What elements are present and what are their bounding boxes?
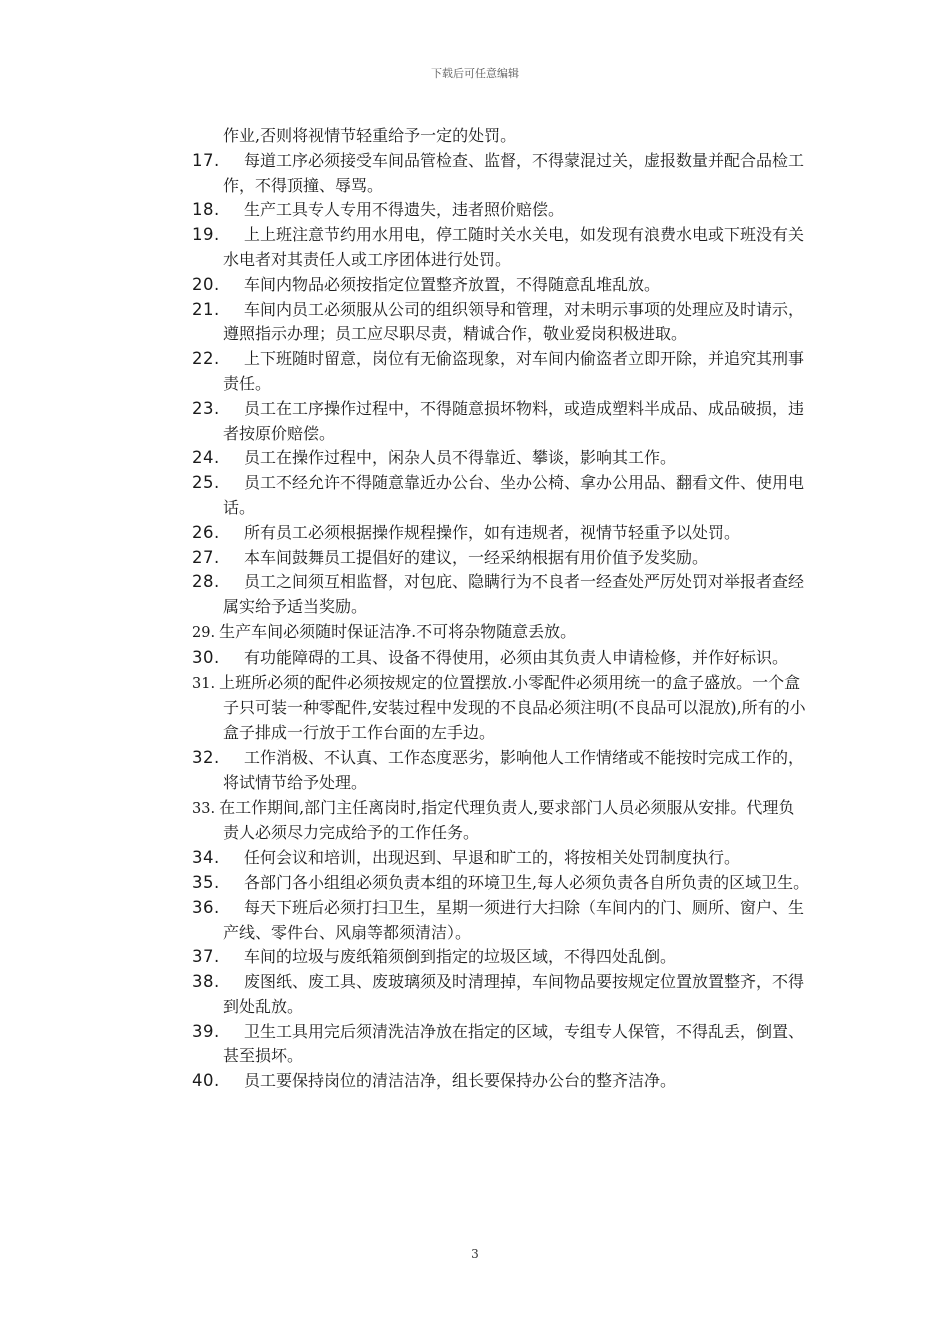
item-text: 生产车间必须随时保证洁净.不可将杂物随意丢放。 bbox=[219, 621, 577, 641]
item-number: 25. bbox=[192, 473, 220, 493]
item-number: 32. bbox=[192, 747, 220, 767]
list-item bbox=[192, 546, 810, 571]
item-number: 38. bbox=[192, 972, 220, 992]
document-body bbox=[192, 124, 810, 1094]
list-item bbox=[192, 671, 810, 746]
list-item bbox=[192, 945, 810, 970]
list-item bbox=[192, 397, 810, 447]
list-item bbox=[192, 796, 810, 847]
item-text: 每天下班后必须打扫卫生，星期一须进行大扫除（车间内的门、厕所、窗户、生产线、零件台、风扇等都须清洁）。 bbox=[223, 897, 805, 942]
list-item bbox=[192, 570, 810, 620]
rule-list bbox=[192, 149, 810, 1094]
list-item bbox=[192, 223, 810, 273]
item-text: 员工之间须互相监督，对包庇、隐瞒行为不良者一经查处严厉处罚对举报者查经属实给予适当奖励。 bbox=[223, 572, 805, 617]
item-text: 卫生工具用完后须清洗洁净放在指定的区域，专组专人保管，不得乱丢，倒置、甚至损坏。 bbox=[223, 1021, 805, 1066]
item-text: 员工不经允许不得随意靠近办公台、坐办公椅、拿办公用品、翻看文件、使用电话。 bbox=[223, 473, 805, 517]
item-number: 33. bbox=[192, 800, 216, 817]
list-item bbox=[192, 970, 810, 1020]
item-number: 31. bbox=[192, 675, 216, 692]
item-number: 22. bbox=[192, 349, 220, 369]
item-text: 上上班注意节约用水用电，停工随时关水关电，如发现有浪费水电或下班没有关水电者对其责任人或工序团体进行处罚。 bbox=[223, 225, 805, 269]
item-number: 34. bbox=[192, 848, 220, 868]
item-text: 车间内物品必须按指定位置整齐放置，不得随意乱堆乱放。 bbox=[244, 274, 661, 294]
item-text: 车间的垃圾与废纸箱须倒到指定的垃圾区域，不得四处乱倒。 bbox=[244, 947, 677, 967]
item-number: 36. bbox=[192, 897, 220, 917]
item-text: 每道工序必须接受车间品管检查、监督，不得蒙混过关，虚报数量并配合品检工作，不得顶撞、辱骂。 bbox=[223, 150, 805, 195]
item-text: 上班所必须的配件必须按规定的位置摆放.小零配件必须用统一的盒子盛放。一个盒子只可装一种零配件,安装过程中发现的不良品必须注明(不良品可以混放),所有的小盒子排成一行放于工作台面的左手边。 bbox=[219, 672, 806, 743]
item-number: 37. bbox=[192, 947, 220, 967]
item-text: 有功能障碍的工具、设备不得使用，必须由其负责人申请检修，并作好标识。 bbox=[244, 647, 789, 667]
page-header: 下载后可任意编辑 bbox=[431, 67, 519, 80]
list-item bbox=[192, 521, 810, 546]
list-item bbox=[192, 347, 810, 397]
list-item bbox=[192, 471, 810, 521]
item-text: 员工要保持岗位的清洁洁净，组长要保持办公台的整齐洁净。 bbox=[244, 1071, 677, 1091]
item-number: 26. bbox=[192, 522, 220, 542]
item-text: 车间内员工必须服从公司的组织领导和管理，对未明示事项的处理应及时请示，遵照指示办理；员工应尽职尽责，精诚合作，敬业爱岗积极进取。 bbox=[223, 299, 805, 344]
item-text: 员工在工序操作过程中，不得随意损坏物料，或造成塑料半成品、成品破损，违者按原价赔偿。 bbox=[223, 398, 805, 443]
item-number: 28. bbox=[192, 572, 220, 592]
item-number: 35. bbox=[192, 872, 220, 892]
list-item bbox=[192, 1069, 810, 1094]
list-item bbox=[192, 298, 810, 348]
list-item bbox=[192, 746, 810, 796]
list-item bbox=[192, 446, 810, 471]
continuation-text: 作业,否则将视情节轻重给予一定的处罚。 bbox=[223, 126, 517, 145]
list-item bbox=[192, 646, 810, 671]
item-text: 在工作期间,部门主任离岗时,指定代理负责人,要求部门人员必须服从安排。代理负责人必须尽力完成给予的工作任务。 bbox=[219, 797, 795, 843]
list-item bbox=[192, 149, 810, 199]
list-item bbox=[192, 1020, 810, 1070]
item-number: 18. bbox=[192, 200, 220, 220]
item-number: 17. bbox=[192, 150, 220, 170]
item-text: 废图纸、废工具、废玻璃须及时清理掉，车间物品要按规定位置放置整齐，不得到处乱放。 bbox=[223, 972, 805, 1016]
item-number: 24. bbox=[192, 448, 220, 468]
item-number: 27. bbox=[192, 547, 220, 567]
item-number: 20. bbox=[192, 274, 220, 294]
list-item bbox=[192, 620, 810, 646]
list-item bbox=[192, 198, 810, 223]
item-number: 30. bbox=[192, 647, 220, 667]
page-number: 3 bbox=[471, 1247, 479, 1261]
list-item bbox=[192, 846, 810, 871]
item-text: 生产工具专人专用不得遗失，违者照价赔偿。 bbox=[244, 200, 565, 220]
item-text: 各部门各小组组必须负责本组的环境卫生,每人必须负责各自所负责的区域卫生。 bbox=[244, 872, 810, 892]
list-item bbox=[192, 871, 810, 896]
item-number: 40. bbox=[192, 1071, 220, 1091]
item-number: 21. bbox=[192, 299, 220, 319]
item-number: 19. bbox=[192, 225, 220, 245]
continuation-paragraph bbox=[192, 124, 810, 149]
list-item bbox=[192, 273, 810, 298]
item-number: 29. bbox=[192, 624, 216, 641]
item-number: 39. bbox=[192, 1021, 220, 1041]
item-text: 上下班随时留意，岗位有无偷盗现象，对车间内偷盗者立即开除，并追究其刑事责任。 bbox=[223, 349, 805, 393]
item-text: 所有员工必须根据操作规程操作，如有违规者，视情节轻重予以处罚。 bbox=[244, 522, 741, 542]
item-text: 工作消极、不认真、工作态度恶劣，影响他人工作情绪或不能按时完成工作的，将试情节给予处理。 bbox=[223, 747, 805, 792]
item-text: 员工在操作过程中，闲杂人员不得靠近、攀谈，影响其工作。 bbox=[244, 448, 677, 468]
item-number: 23. bbox=[192, 398, 220, 418]
list-item bbox=[192, 896, 810, 946]
item-text: 本车间鼓舞员工提倡好的建议，一经采纳根据有用价值予发奖励。 bbox=[244, 547, 709, 567]
item-text: 任何会议和培训，出现迟到、早退和旷工的，将按相关处罚制度执行。 bbox=[244, 848, 741, 868]
